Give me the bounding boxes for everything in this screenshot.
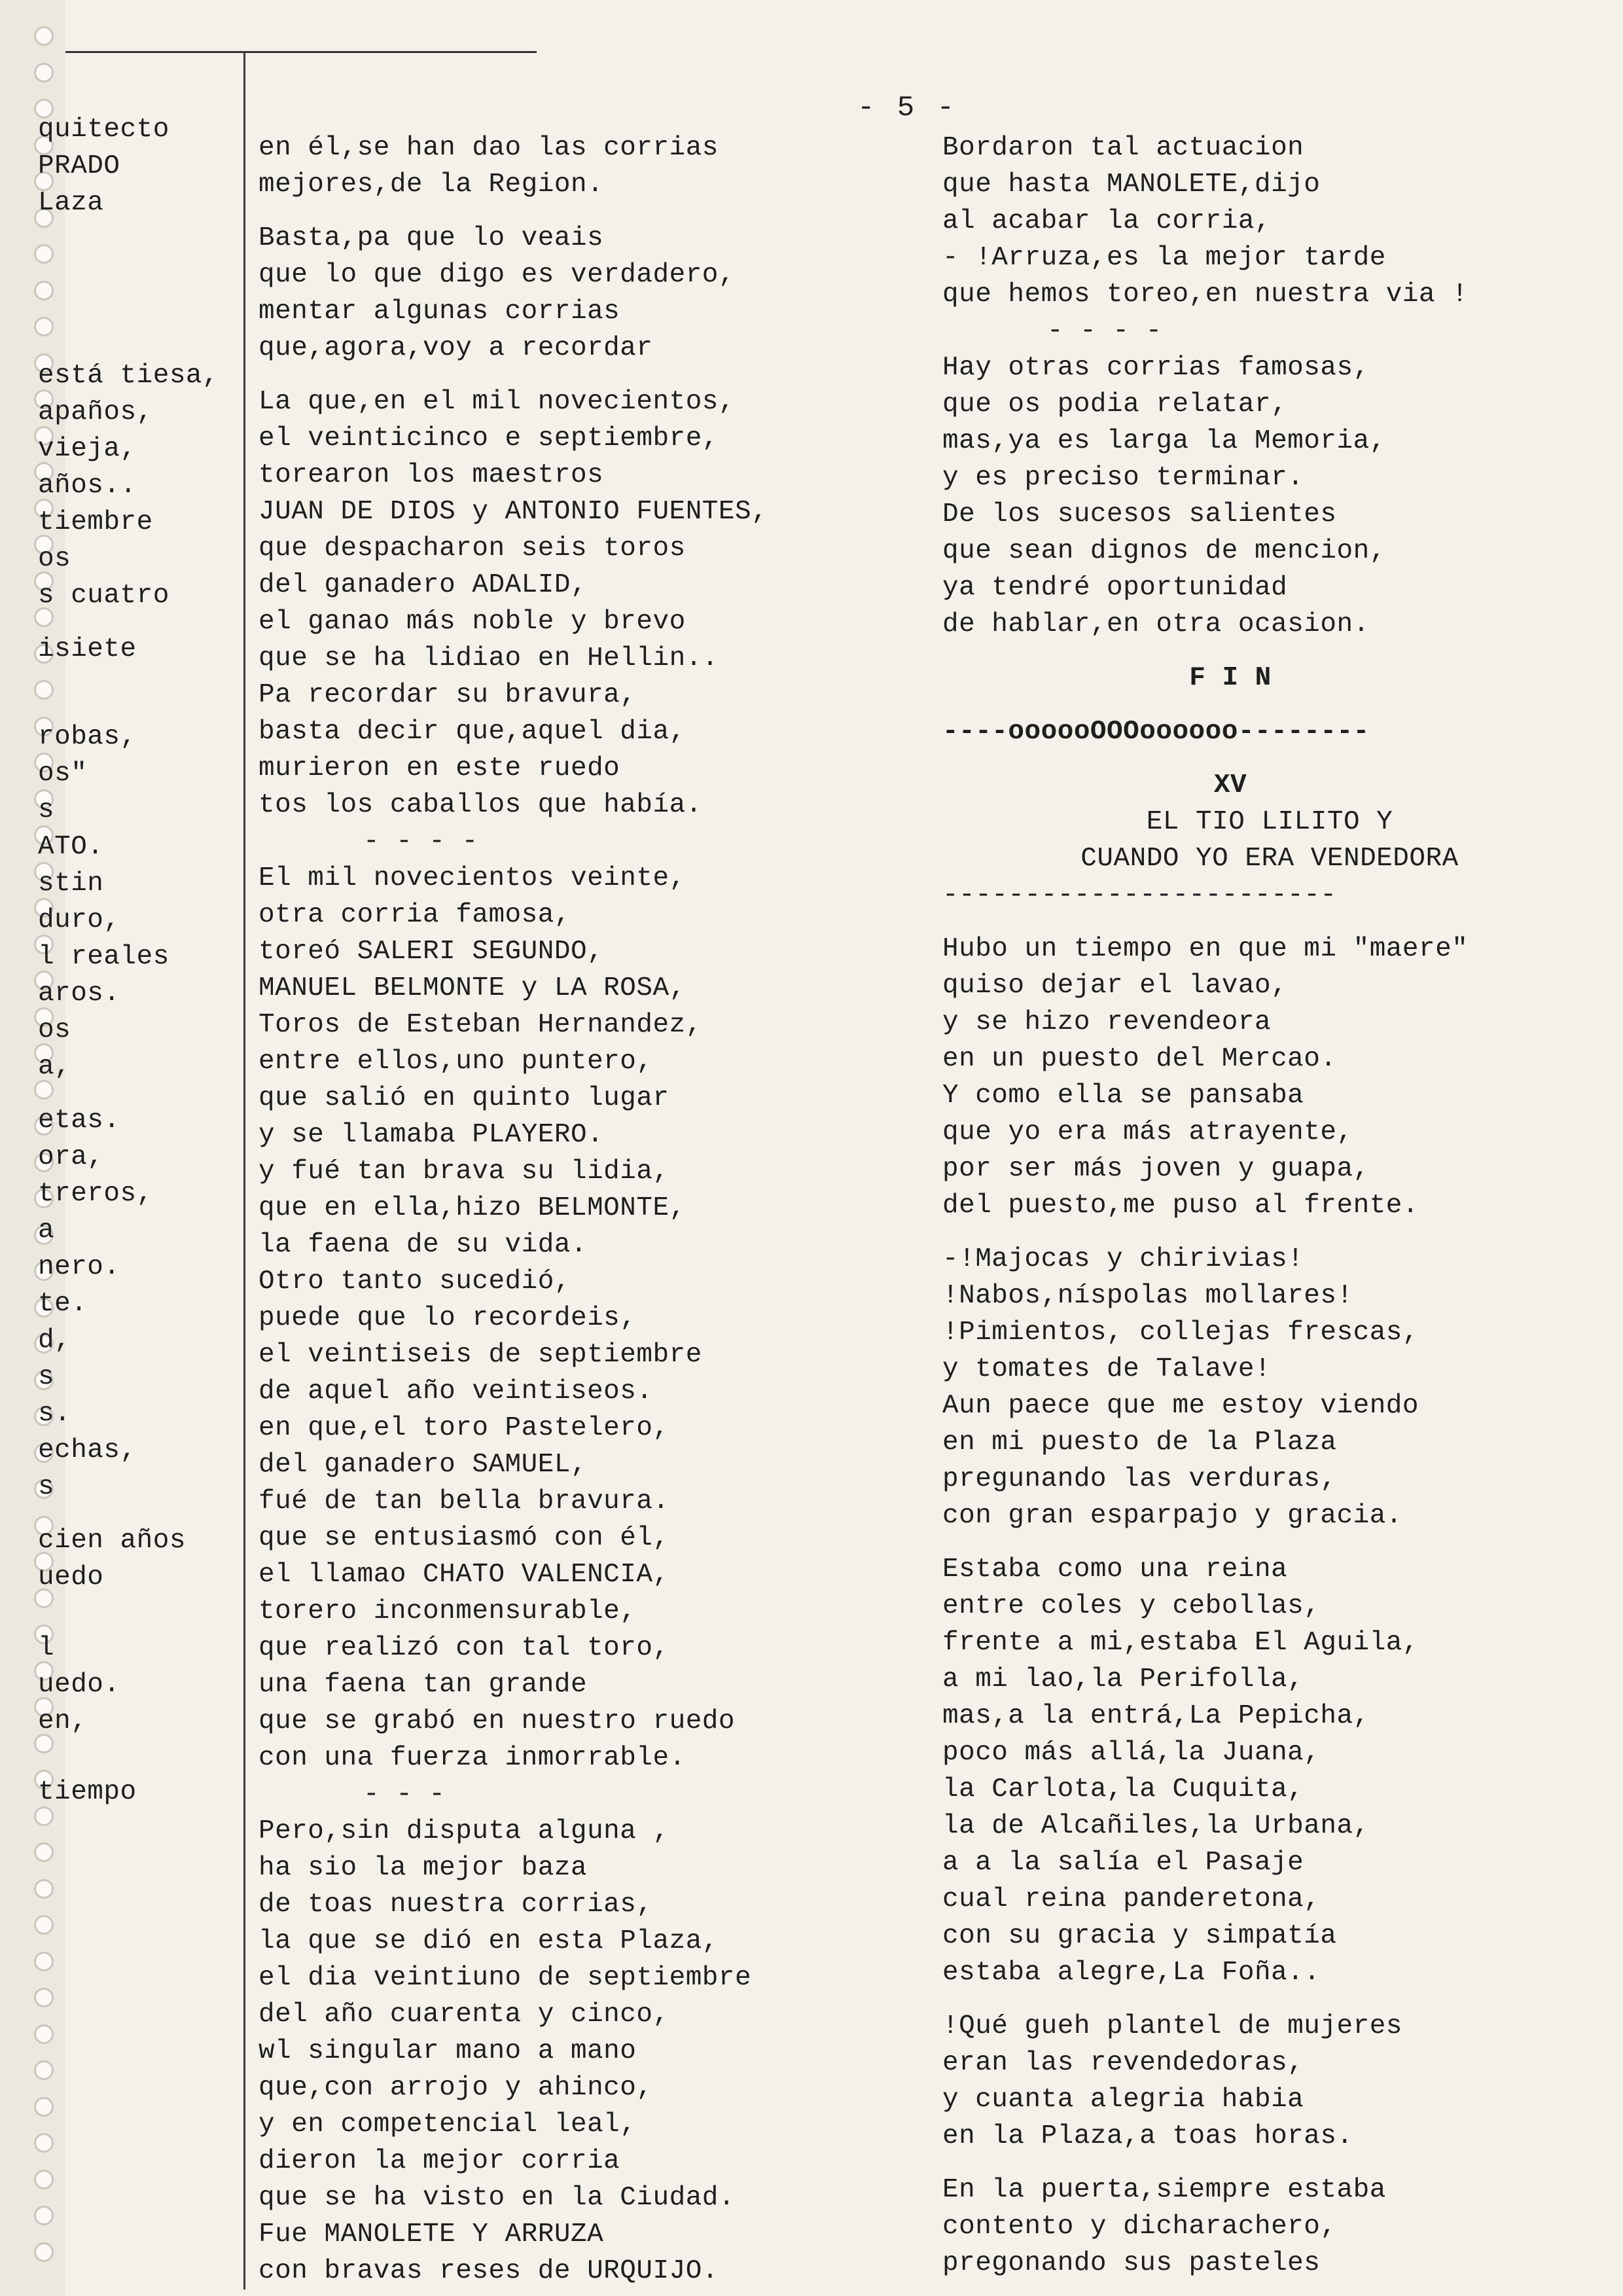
poem-line: entre ellos,uno puntero,: [259, 1047, 653, 1077]
poem-line: y es preciso terminar.: [942, 463, 1304, 493]
binder-hole: [34, 2242, 54, 2262]
poem-line: [259, 203, 768, 220]
left-fragment-line: [38, 306, 219, 323]
poem-line: mejores,de la Region.: [259, 170, 604, 200]
poem-line: puede que lo recordeis,: [259, 1303, 637, 1333]
poem-line: Y como ella se pansaba: [942, 1081, 1304, 1111]
left-fragment-line: [38, 221, 219, 238]
poem-line: con bravas reses de URQUIJO.: [259, 2256, 719, 2286]
poem-line: Toros de Esteban Hernandez,: [259, 1010, 702, 1040]
left-fragment-line: s: [38, 1472, 55, 1502]
left-fragment-line: ora,: [38, 1142, 104, 1172]
poem-line: EL TIO LILITO Y: [1146, 807, 1393, 837]
poem-line: ------------------------: [942, 880, 1337, 910]
poem-line: de aquel año veintiseos.: [259, 1376, 653, 1407]
poem-line: -!Majocas y chirivias!: [942, 1244, 1304, 1274]
poem-line: a a la salía el Pasaje: [942, 1848, 1304, 1878]
poem-line: - !Arruza,es la mejor tarde: [942, 243, 1386, 273]
poem-line: con gran esparpajo y gracia.: [942, 1501, 1402, 1531]
left-fragment-line: aros.: [38, 978, 120, 1009]
left-fragment-line: quitecto: [38, 115, 169, 145]
left-fragment-line: os": [38, 759, 88, 789]
poem-line: La que,en el mil novecientos,: [259, 387, 736, 417]
poem-line: [942, 643, 1597, 660]
poem-line: !Qué gueh plantel de mujeres: [942, 2011, 1402, 2041]
left-fragment-line: [38, 1740, 219, 1757]
poem-line: que salió en quinto lugar: [259, 1083, 669, 1113]
binder-hole: [34, 63, 54, 82]
left-fragment-line: ATO.: [38, 832, 104, 862]
poem-line: del puesto,me puso al frente.: [942, 1191, 1419, 1221]
poem-line: Bordaron tal actuacion: [942, 133, 1304, 163]
left-fragment-line: uedo.: [38, 1670, 120, 1700]
poem-line: murieron en este ruedo: [259, 753, 620, 783]
poem-line: que os podia relatar,: [942, 389, 1288, 420]
poem-line: [942, 750, 1597, 767]
left-fragment-line: s: [38, 1362, 55, 1392]
poem-line: poco más allá,la Juana,: [942, 1738, 1321, 1768]
poem-line: !Nabos,níspolas mollares!: [942, 1281, 1353, 1311]
poem-line: en mi puesto de la Plaza: [942, 1427, 1337, 1458]
poem-line: CUANDO YO ERA VENDEDORA: [1080, 844, 1459, 874]
poem-line: Basta,pa que lo veais: [259, 223, 604, 253]
poem-line: que,agora,voy a recordar: [259, 333, 653, 363]
column-divider: [243, 51, 245, 2289]
left-fragment-line: [38, 1757, 219, 1774]
binder-hole: [34, 2170, 54, 2189]
poem-line: - - -: [363, 1780, 446, 1810]
middle-column-poem: [259, 130, 768, 2289]
left-fragment-line: duro,: [38, 905, 120, 935]
left-fragment-line: s cuatro: [38, 581, 169, 611]
poem-line: [942, 1224, 1597, 1241]
poem-line: entre coles y cebollas,: [942, 1591, 1321, 1621]
poem-line: el llamao CHATO VALENCIA,: [259, 1560, 669, 1590]
poem-line: y cuanta alegria habia: [942, 2085, 1304, 2115]
poem-line: al acabar la corria,: [942, 206, 1272, 236]
poem-line: de hablar,en otra ocasion.: [942, 609, 1370, 639]
poem-line: mas,a la entrá,La Pepicha,: [942, 1701, 1370, 1731]
poem-line: que realizó con tal toro,: [259, 1633, 669, 1663]
poem-line: cual reina panderetona,: [942, 1884, 1321, 1914]
binder-hole: [34, 1988, 54, 2007]
poem-line: y se hizo revendeora: [942, 1007, 1272, 1037]
left-fragment-line: años..: [38, 471, 137, 501]
left-fragment-line: Laza: [38, 188, 104, 218]
left-fragment-line: a,: [38, 1052, 71, 1082]
left-fragment-line: nero.: [38, 1252, 120, 1282]
poem-line: una faena tan grande: [259, 1670, 588, 1700]
poem-line: y fué tan brava su lidia,: [259, 1157, 669, 1187]
left-fragment-line: a: [38, 1215, 55, 1246]
binder-hole: [34, 1842, 54, 1862]
poem-line: fué de tan bella bravura.: [259, 1486, 669, 1516]
poem-line: !Pimientos, collejas frescas,: [942, 1318, 1419, 1348]
top-rule: [65, 51, 537, 53]
right-column-poem: [942, 130, 1597, 2282]
poem-line: mas,ya es larga la Memoria,: [942, 426, 1386, 456]
poem-line: que yo era más atrayente,: [942, 1117, 1353, 1147]
poem-line: la de Alcañiles,la Urbana,: [942, 1811, 1370, 1841]
poem-line: De los sucesos salientes: [942, 499, 1337, 529]
poem-line: [942, 2155, 1597, 2172]
left-fragment-line: PRADO: [38, 151, 120, 181]
poem-line: contento y dicharachero,: [942, 2212, 1337, 2242]
left-fragment-line: etas.: [38, 1105, 120, 1136]
poem-line: pregunando las verduras,: [942, 1464, 1337, 1494]
left-fragment-line: [38, 238, 219, 255]
poem-line: torero inconmensurable,: [259, 1596, 637, 1626]
binder-hole: [34, 1879, 54, 1899]
poem-line: en un puesto del Mercao.: [942, 1044, 1337, 1074]
left-fragment-line: [38, 289, 219, 306]
poem-line: F I N: [1189, 663, 1272, 693]
left-fragment-line: [38, 255, 219, 272]
left-fragment-line: stin: [38, 869, 104, 899]
left-fragment-line: [38, 272, 219, 289]
left-fragment-line: treros,: [38, 1179, 153, 1209]
poem-line: - - - -: [363, 827, 478, 857]
binder-hole: [34, 2060, 54, 2080]
binder-hole: [34, 2097, 54, 2117]
poem-line: otra corria famosa,: [259, 900, 571, 930]
left-fragment-line: [38, 614, 219, 631]
left-fragment-line: [38, 702, 219, 719]
poem-line: mentar algunas corrias: [259, 296, 620, 327]
poem-line: dieron la mejor corria: [259, 2146, 620, 2176]
left-fragment-line: [38, 340, 219, 357]
binder-hole: [34, 26, 54, 46]
left-fragment-line: echas,: [38, 1435, 137, 1465]
poem-line: - - - -: [1047, 316, 1162, 346]
poem-line: ----oooooOOOoooooo--------: [942, 717, 1370, 747]
poem-line: en él,se han dao las corrias: [259, 133, 719, 163]
poem-line: ya tendré oportunidad: [942, 573, 1288, 603]
left-fragment-line: [38, 1596, 219, 1613]
left-fragment-line: vieja,: [38, 434, 137, 464]
binder-hole: [34, 1952, 54, 1971]
poem-line: MANUEL BELMONTE y LA ROSA,: [259, 973, 686, 1003]
poem-line: Aun paece que me estoy viendo: [942, 1391, 1419, 1421]
poem-line: que hemos toreo,en nuestra via !: [942, 279, 1469, 310]
poem-line: con una fuerza inmorrable.: [259, 1743, 686, 1773]
poem-line: [942, 1534, 1597, 1551]
poem-line: el veintiseis de septiembre: [259, 1340, 702, 1370]
poem-line: que sean dignos de mencion,: [942, 536, 1386, 566]
left-fragment-line: os: [38, 544, 71, 574]
poem-line: tos los caballos que había.: [259, 790, 702, 820]
left-fragment-line: uedo: [38, 1562, 104, 1592]
left-fragment-line: [38, 1085, 219, 1102]
poem-line: quiso dejar el lavao,: [942, 971, 1288, 1001]
left-fragment-line: [38, 685, 219, 702]
poem-line: Hay otras corrias famosas,: [942, 353, 1370, 383]
poem-line: y se llamaba PLAYERO.: [259, 1120, 604, 1150]
poem-line: [942, 914, 1597, 931]
left-fragment-line: isiete: [38, 634, 137, 664]
poem-line: con su gracia y simpatía: [942, 1921, 1337, 1951]
left-fragment-line: s: [38, 795, 55, 825]
poem-line: que se ha lidiao en Hellin..: [259, 643, 719, 673]
poem-line: que se grabó en nuestro ruedo: [259, 1706, 736, 1736]
poem-line: de toas nuestra corrias,: [259, 1890, 653, 1920]
poem-line: la Carlota,la Cuquita,: [942, 1774, 1304, 1804]
left-fragment-line: robas,: [38, 722, 137, 752]
poem-line: Estaba como una reina: [942, 1554, 1288, 1585]
poem-line: Fue MANOLETE Y ARRUZA: [259, 2219, 604, 2250]
poem-line: la faena de su vida.: [259, 1230, 588, 1260]
poem-line: eran las revendedoras,: [942, 2048, 1304, 2078]
binder-hole: [34, 2024, 54, 2044]
poem-line: Pa recordar su bravura,: [259, 680, 637, 710]
poem-line: [942, 1991, 1597, 2008]
poem-line: basta decir que,aquel dia,: [259, 717, 686, 747]
left-fragment-line: en,: [38, 1706, 88, 1736]
poem-line: del ganadero ADALID,: [259, 570, 588, 600]
left-fragment-line: tiempo: [38, 1777, 137, 1807]
poem-line: la que se dió en esta Plaza,: [259, 1926, 719, 1956]
poem-line: [942, 696, 1597, 713]
poem-line: que se entusiasmó con él,: [259, 1523, 669, 1553]
poem-line: pregonando sus pasteles: [942, 2248, 1321, 2278]
poem-line: del año cuarenta y cinco,: [259, 2000, 669, 2030]
binder-hole: [34, 2133, 54, 2153]
poem-line: el veinticinco e septiembre,: [259, 423, 719, 454]
poem-line: torearon los maestros: [259, 460, 604, 490]
left-fragment-line: cien años: [38, 1526, 186, 1556]
left-fragment-line: d,: [38, 1325, 71, 1355]
poem-line: por ser más joven y guapa,: [942, 1154, 1370, 1184]
poem-line: [259, 367, 768, 384]
poem-line: en que,el toro Pastelero,: [259, 1413, 669, 1443]
poem-line: que lo que digo es verdadero,: [259, 260, 736, 290]
poem-line: ha sio la mejor baza: [259, 1853, 588, 1883]
binder-hole: [34, 2206, 54, 2225]
poem-line: que se ha visto en la Ciudad.: [259, 2183, 736, 2213]
poem-line: el dia veintiuno de septiembre: [259, 1963, 752, 1993]
left-fragment-line: [38, 1505, 219, 1522]
poem-line: que,con arrojo y ahinco,: [259, 2073, 653, 2103]
left-fragment-line: apaños,: [38, 397, 153, 427]
poem-line: XV: [1213, 770, 1247, 800]
poem-line: estaba alegre,La Foña..: [942, 1958, 1321, 1988]
poem-line: JUAN DE DIOS y ANTONIO FUENTES,: [259, 497, 768, 527]
left-fragment-line: [38, 1613, 219, 1630]
left-fragment-line: l: [38, 1633, 55, 1663]
poem-line: que despacharon seis toros: [259, 533, 686, 564]
left-fragment-line: s.: [38, 1399, 71, 1429]
poem-line: Otro tanto sucedió,: [259, 1266, 571, 1297]
poem-line: que hasta MANOLETE,dijo: [942, 170, 1321, 200]
poem-line: Pero,sin disputa alguna ,: [259, 1816, 669, 1846]
left-fragment-line: tiembre: [38, 507, 153, 537]
poem-line: frente a mi,estaba El Aguila,: [942, 1628, 1419, 1658]
left-fragment-line: te.: [38, 1289, 88, 1319]
poem-line: Hubo un tiempo en que mi "maere": [942, 934, 1469, 964]
poem-line: a mi lao,la Perifolla,: [942, 1664, 1304, 1695]
poem-line: y tomates de Talave!: [942, 1354, 1272, 1384]
page-number: - 5 -: [857, 92, 957, 124]
left-fragment-line: os: [38, 1015, 71, 1045]
left-fragment-line: [38, 323, 219, 340]
poem-line: que en ella,hizo BELMONTE,: [259, 1193, 686, 1223]
poem-line: del ganadero SAMUEL,: [259, 1450, 588, 1480]
poem-line: El mil novecientos veinte,: [259, 863, 686, 893]
left-fragment-line: está tiesa,: [38, 361, 219, 391]
poem-line: y en competencial leal,: [259, 2109, 637, 2140]
poem-line: en la Plaza,a toas horas.: [942, 2121, 1353, 2151]
left-fragment-line: l reales: [38, 942, 169, 972]
poem-line: el ganao más noble y brevo: [259, 607, 686, 637]
left-fragment-line: [38, 668, 219, 685]
poem-line: En la puerta,siempre estaba: [942, 2175, 1386, 2205]
binder-hole: [34, 1915, 54, 1935]
poem-line: wl singular mano a mano: [259, 2036, 637, 2066]
left-column-fragments: [38, 111, 219, 1810]
poem-line: toreó SALERI SEGUNDO,: [259, 937, 604, 967]
